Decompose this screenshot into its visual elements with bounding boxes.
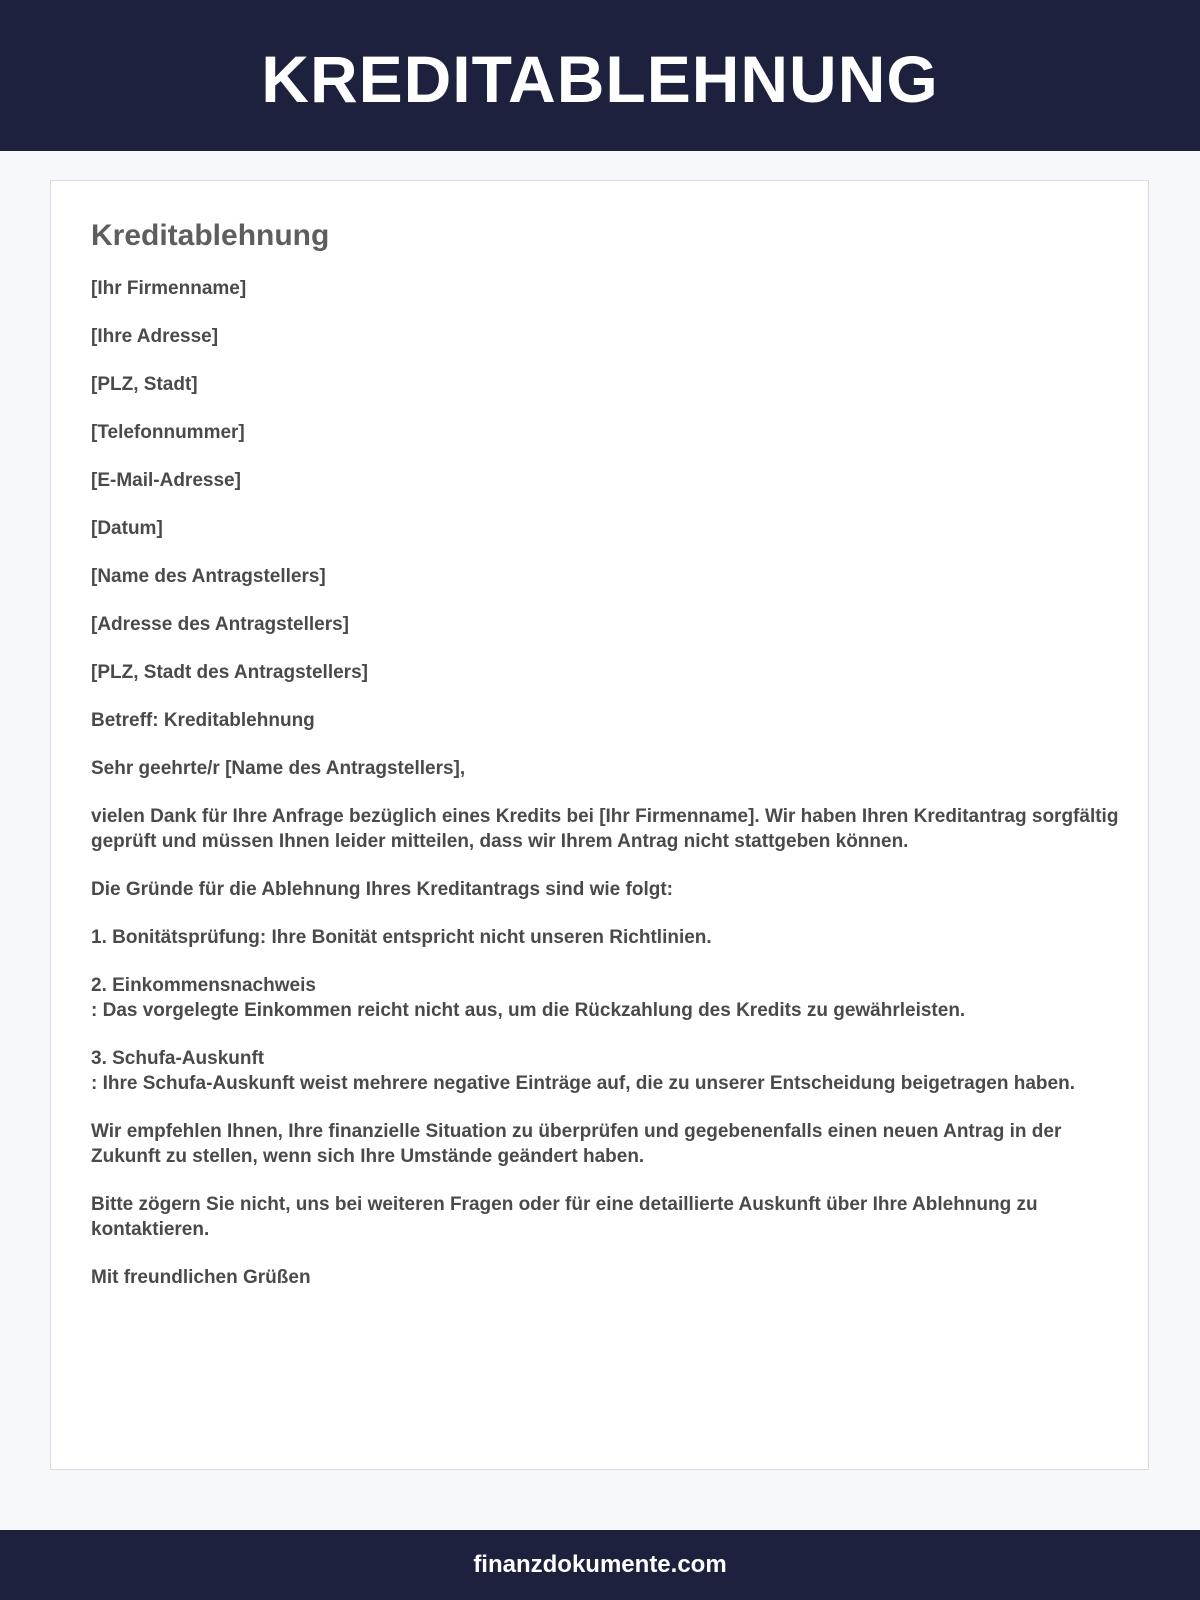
intro-paragraph: vielen Dank für Ihre Anfrage bezüglich eines Kredits bei [Ihr Firmenname]. Wir haben Ihren Kreditantrag sorgfältig geprüft und müssen Ihnen leider mitteilen, dass wir Ihrem Antrag nicht stattgeben können. — [91, 806, 1119, 852]
reason-title: 2. Einkommensnachweis — [91, 975, 316, 996]
reason-item — [91, 973, 1131, 1023]
footer-bar — [0, 1530, 1200, 1600]
banner-title: KREDITABLEHNUNG — [261, 41, 939, 116]
sender-email: [E-Mail-Adresse] — [91, 470, 241, 491]
reason-detail: : Ihre Schufa-Auskunft weist mehrere negative Einträge auf, die zu unserer Entscheidung beigetragen haben. — [91, 1073, 1075, 1094]
reason-title: 1. Bonitätsprüfung: Ihre Bonität entspricht nicht unseren Richtlinien. — [91, 927, 712, 948]
recommendation-paragraph: Wir empfehlen Ihnen, Ihre finanzielle Situation zu überprüfen und gegebenenfalls einen neuen Antrag in der Zukunft zu stellen, wenn sich Ihre Umstände geändert haben. — [91, 1121, 1062, 1167]
recipient-address: [Adresse des Antragstellers] — [91, 614, 350, 635]
reason-item — [91, 925, 1131, 950]
closing-line: Mit freundlichen Grüßen — [91, 1267, 311, 1288]
reasons-intro: Die Gründe für die Ablehnung Ihres Kreditantrags sind wie folgt: — [91, 879, 674, 900]
contact-paragraph: Bitte zögern Sie nicht, uns bei weiteren Fragen oder für eine detaillierte Auskunft über Ihre Ablehnung zu kontaktieren. — [91, 1194, 1038, 1240]
sender-city: [PLZ, Stadt] — [91, 374, 198, 395]
sender-company: [Ihr Firmenname] — [91, 278, 247, 299]
recipient-city: [PLZ, Stadt des Antragstellers] — [91, 662, 368, 683]
top-banner — [0, 0, 1200, 151]
sender-phone: [Telefonnummer] — [91, 422, 245, 443]
reason-title: 3. Schufa-Auskunft — [91, 1048, 265, 1069]
subject-line: Betreff: Kreditablehnung — [91, 710, 315, 731]
letter-card — [50, 180, 1149, 1470]
sender-address: [Ihre Adresse] — [91, 326, 219, 347]
letter-date: [Datum] — [91, 518, 163, 539]
letter-body — [91, 219, 1131, 1313]
reason-item — [91, 1046, 1131, 1096]
footer-site-link[interactable]: finanzdokumente.com — [473, 1551, 727, 1578]
salutation: Sehr geehrte/r [Name des Antragstellers], — [91, 758, 466, 779]
reason-detail: : Das vorgelegte Einkommen reicht nicht aus, um die Rückzahlung des Kredits zu gewährleisten. — [91, 1000, 966, 1021]
recipient-name: [Name des Antragstellers] — [91, 566, 326, 587]
letter-heading: Kreditablehnung — [91, 219, 330, 252]
